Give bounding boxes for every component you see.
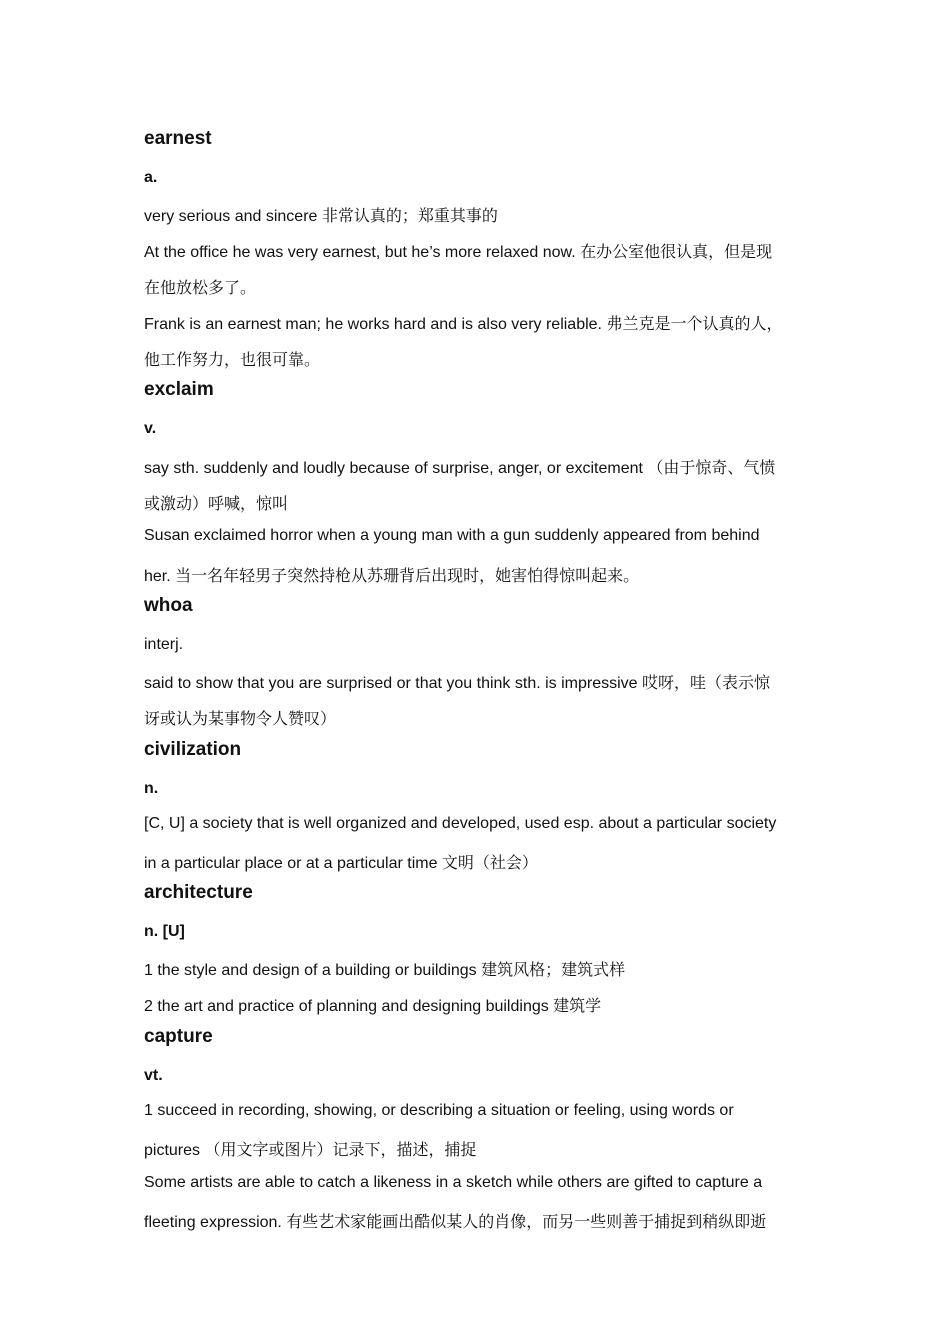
- entry-word-capture: capture: [144, 1026, 213, 1047]
- entry-pos: n.: [144, 780, 159, 797]
- definition-line: 2 the art and practice of planning and designing buildings 建筑学: [144, 998, 602, 1015]
- definition-line: 讶或认为某事物令人赞叹）: [144, 711, 337, 728]
- example-line: her. 当一名年轻男子突然持枪从苏珊背后出现时，她害怕得惊叫起来。: [144, 568, 640, 585]
- example-line: Frank is an earnest man; he works hard and is also very reliable. 弗兰克是一个认真的人，: [144, 316, 783, 333]
- entry-pos: vt.: [144, 1067, 163, 1084]
- entry-word-civilization: civilization: [144, 739, 242, 760]
- entry-pos: v.: [144, 420, 157, 437]
- example-line: 在他放松多了。: [144, 280, 257, 297]
- entry-word-earnest: earnest: [144, 128, 212, 149]
- entry-word-exclaim: exclaim: [144, 379, 214, 400]
- example-line: At the office he was very earnest, but he’s more relaxed now. 在办公室他很认真，但是现: [144, 244, 773, 261]
- definition-line: pictures （用文字或图片）记录下，描述，捕捉: [144, 1142, 477, 1159]
- entry-pos: interj.: [144, 636, 184, 653]
- entry-pos: n. [U]: [144, 923, 185, 940]
- example-line: fleeting expression. 有些艺术家能画出酷似某人的肖像，而另一些则善于捕捉到稍纵即逝: [144, 1214, 767, 1231]
- definition-line: [C, U] a society that is well organized and developed, used esp. about a particular society: [144, 815, 777, 832]
- example-line: Susan exclaimed horror when a young man with a gun suddenly appeared from behind: [144, 527, 760, 544]
- definition-line: very serious and sincere 非常认真的；郑重其事的: [144, 208, 498, 225]
- example-line: Some artists are able to catch a likeness in a sketch while others are gifted to capture a: [144, 1174, 763, 1191]
- definition-line: said to show that you are surprised or that you think sth. is impressive 哎呀，哇（表示惊: [144, 675, 771, 692]
- entry-word-architecture: architecture: [144, 882, 253, 903]
- definition-line: say sth. suddenly and loudly because of surprise, anger, or excitement （由于惊奇、气愤: [144, 460, 776, 477]
- definition-line: 1 the style and design of a building or buildings 建筑风格；建筑式样: [144, 962, 626, 979]
- definition-line: 或激动）呼喊，惊叫: [144, 496, 289, 513]
- entry-pos: a.: [144, 169, 158, 186]
- definition-line: in a particular place or at a particular time 文明（社会）: [144, 855, 538, 872]
- definition-line: 1 succeed in recording, showing, or describing a situation or feeling, using words or: [144, 1102, 734, 1119]
- entry-word-whoa: whoa: [144, 595, 193, 616]
- example-line: 他工作努力，也很可靠。: [144, 352, 321, 369]
